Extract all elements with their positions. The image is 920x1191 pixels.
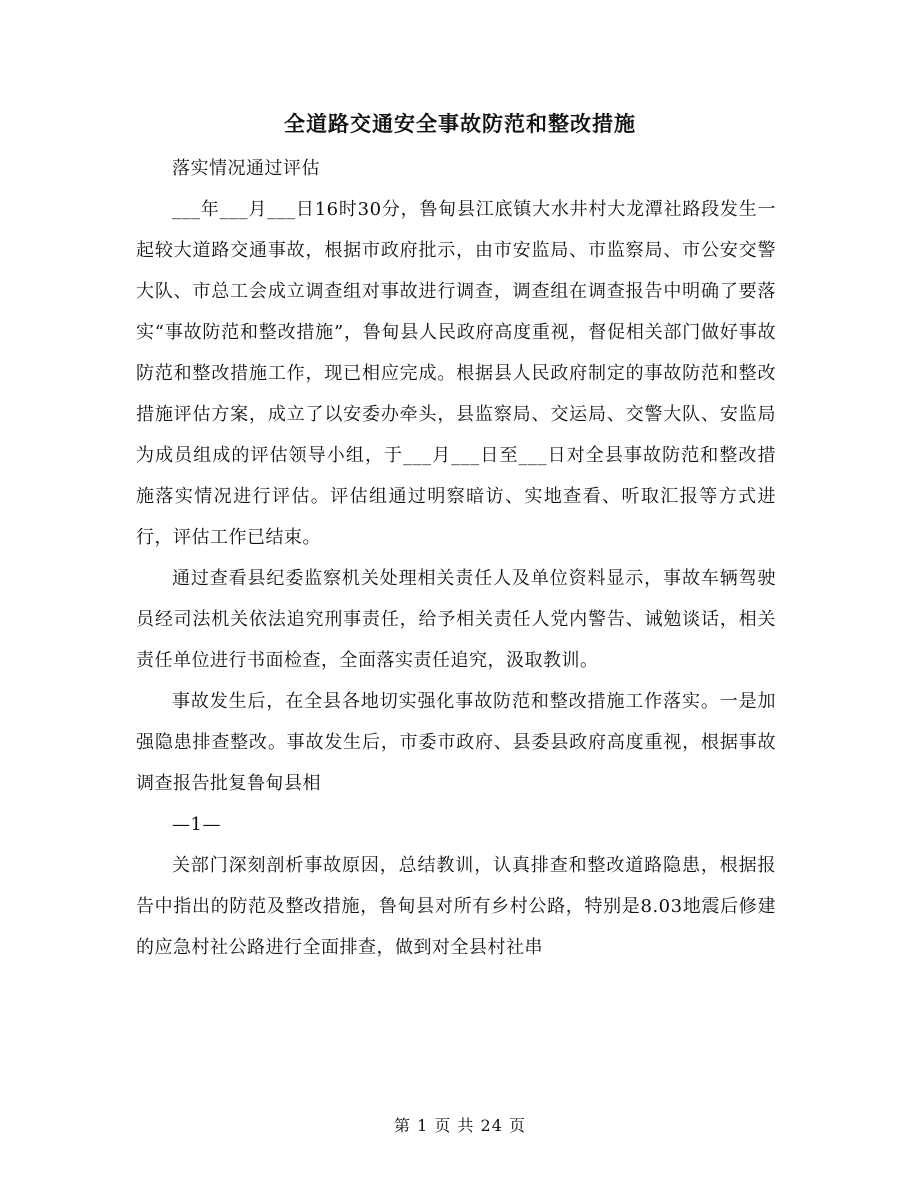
document-body [136, 148, 776, 968]
paragraph-3: 事故发生后，在全县各地切实强化事故防范和整改措施工作落实。一是加强隐患排查整改。事故发生后，市委市政府、县委县政府高度重视，根据事故调查报告批复鲁甸县相 [136, 691, 776, 794]
document-title: 全道路交通安全事故防范和整改措施 [284, 111, 636, 136]
page-footer: 第 1 页 共 24 页 [394, 1116, 526, 1135]
page-marker: —1— [172, 814, 221, 835]
paragraph-1: ___年___月___日16时30分，鲁甸县江底镇大水井村大龙潭社路段发生一起较大道路交通事故，根据市政府批示，由市安监局、市监察局、市公安交警大队、市总工会成立调查组对事故进行调查，调查组在调查报告中明确了要落实“事故防范和整改措施”，鲁甸县人民政府高度重视，督促相关部门做好事故防范和整改措施工作，现已相应完成。根据县人民政府制定的事故防范和整改措施评估方案，成立了以安委办牵头，县监察局、交运局、交警大队、安监局为成员组成的评估领导小组，于___月___日至___日对全县事故防范和整改措施落实情况进行评估。评估组通过明察暗访、实地查看、听取汇报等方式进行，评估工作已结束。 [136, 199, 776, 548]
paragraph-continuation: 关部门深刻剖析事故原因，总结教训，认真排查和整改道路隐患，根据报告中指出的防范及整改措施，鲁甸县对所有乡村公路，特别是8.03地震后修建的应急村社公路进行全面排查，做到对全县村社串 [136, 855, 776, 958]
subtitle-line: 落实情况通过评估 [172, 158, 320, 179]
paragraph-2: 通过查看县纪委监察机关处理相关责任人及单位资料显示，事故车辆驾驶员经司法机关依法追究刑事责任，给予相关责任人党内警告、诫勉谈话，相关责任单位进行书面检查，全面落实责任追究，汲取教训。 [136, 568, 776, 671]
